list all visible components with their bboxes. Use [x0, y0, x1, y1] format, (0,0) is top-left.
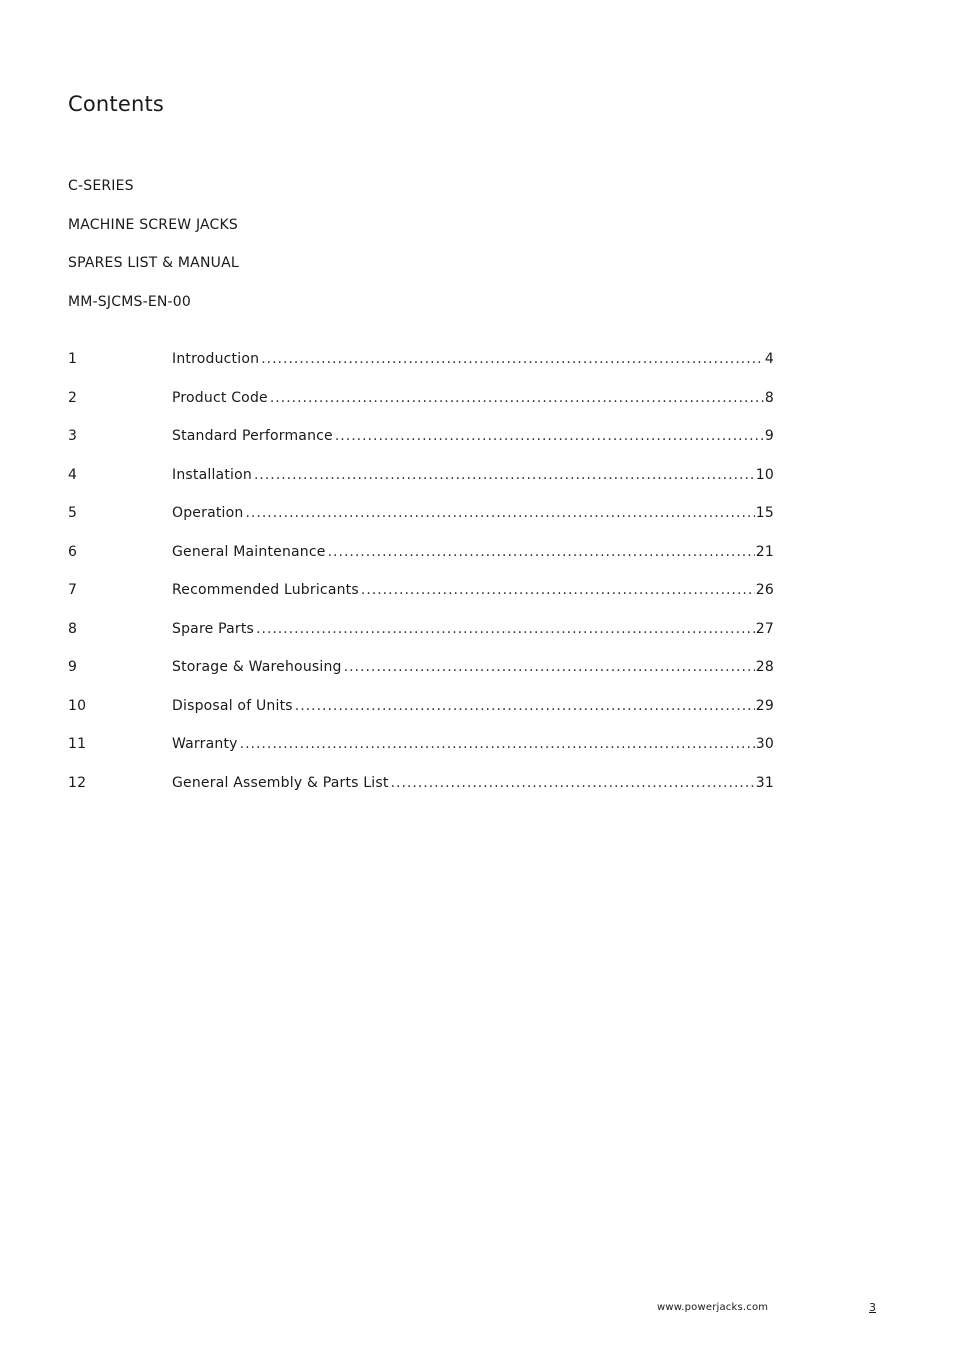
dot-leader — [391, 773, 755, 793]
toc-title[interactable]: Warranty — [172, 736, 238, 752]
table-of-contents — [68, 349, 774, 811]
toc-title[interactable]: General Assembly & Parts List — [172, 774, 389, 791]
series-label: C-SERIES — [68, 178, 134, 194]
toc-row-3[interactable] — [68, 426, 774, 465]
toc-number: 9 — [68, 659, 78, 675]
toc-title[interactable]: Storage & Warehousing — [172, 659, 342, 675]
toc-page-number[interactable]: 10 — [755, 466, 774, 483]
toc-number: 5 — [68, 505, 78, 521]
toc-row-10[interactable] — [68, 696, 774, 735]
toc-title[interactable]: Operation — [172, 505, 244, 521]
dot-leader — [240, 734, 755, 754]
toc-row-4[interactable] — [68, 465, 774, 504]
toc-number: 2 — [68, 389, 78, 406]
toc-row-2[interactable] — [68, 388, 774, 427]
toc-page-number[interactable]: 30 — [755, 736, 774, 752]
footer-page-number: 3 — [869, 1301, 876, 1314]
toc-row-7[interactable] — [68, 580, 774, 619]
toc-number: 8 — [68, 620, 78, 637]
dot-leader — [361, 580, 755, 600]
dot-leader — [328, 542, 755, 562]
toc-number: 10 — [68, 697, 87, 714]
footer-website-link[interactable]: www.powerjacks.com — [657, 1302, 769, 1313]
toc-row-5[interactable] — [68, 503, 774, 542]
toc-number: 4 — [68, 466, 78, 483]
toc-number: 1 — [68, 351, 78, 367]
dot-leader — [256, 619, 755, 639]
manual-type-label: SPARES LIST & MANUAL — [68, 255, 239, 271]
toc-title[interactable]: Disposal of Units — [172, 697, 293, 714]
toc-row-11[interactable] — [68, 734, 774, 773]
document-code: MM-SJCMS-EN-00 — [68, 293, 192, 310]
toc-row-6[interactable] — [68, 542, 774, 581]
product-label: MACHINE SCREW JACKS — [68, 216, 238, 233]
dot-leader — [245, 503, 754, 523]
dot-leader — [254, 465, 755, 485]
toc-title[interactable]: Installation — [172, 466, 252, 483]
toc-row-8[interactable] — [68, 619, 774, 658]
toc-page-number[interactable]: 27 — [755, 620, 774, 637]
toc-page-number[interactable]: 26 — [755, 582, 774, 598]
dot-leader — [295, 696, 755, 716]
toc-number: 7 — [68, 582, 78, 598]
toc-number: 11 — [68, 736, 87, 752]
toc-row-9[interactable] — [68, 657, 774, 696]
document-info — [68, 176, 468, 330]
toc-title[interactable]: Spare Parts — [172, 620, 254, 637]
toc-page-number[interactable]: 8 — [764, 389, 774, 406]
dot-leader — [270, 388, 764, 408]
toc-page-number[interactable]: 9 — [764, 428, 774, 444]
toc-page-number[interactable]: 4 — [764, 351, 774, 367]
toc-page-number[interactable]: 21 — [755, 543, 774, 560]
toc-title[interactable]: Recommended Lubricants — [172, 582, 359, 598]
toc-row-12[interactable] — [68, 773, 774, 812]
page-title: Contents — [68, 92, 165, 116]
toc-page-number[interactable]: 15 — [755, 505, 774, 521]
toc-number: 3 — [68, 428, 78, 444]
toc-title[interactable]: General Maintenance — [172, 543, 326, 560]
dot-leader — [344, 657, 755, 677]
toc-row-1[interactable] — [68, 349, 774, 388]
toc-number: 12 — [68, 774, 87, 791]
toc-title[interactable]: Standard Performance — [172, 428, 333, 444]
toc-title[interactable]: Introduction — [172, 351, 260, 367]
toc-title[interactable]: Product Code — [172, 389, 268, 406]
toc-page-number[interactable]: 31 — [755, 774, 774, 791]
dot-leader — [335, 426, 764, 446]
dot-leader — [261, 349, 764, 369]
toc-page-number[interactable]: 28 — [755, 659, 774, 675]
toc-page-number[interactable]: 29 — [755, 697, 774, 714]
toc-number: 6 — [68, 543, 78, 560]
